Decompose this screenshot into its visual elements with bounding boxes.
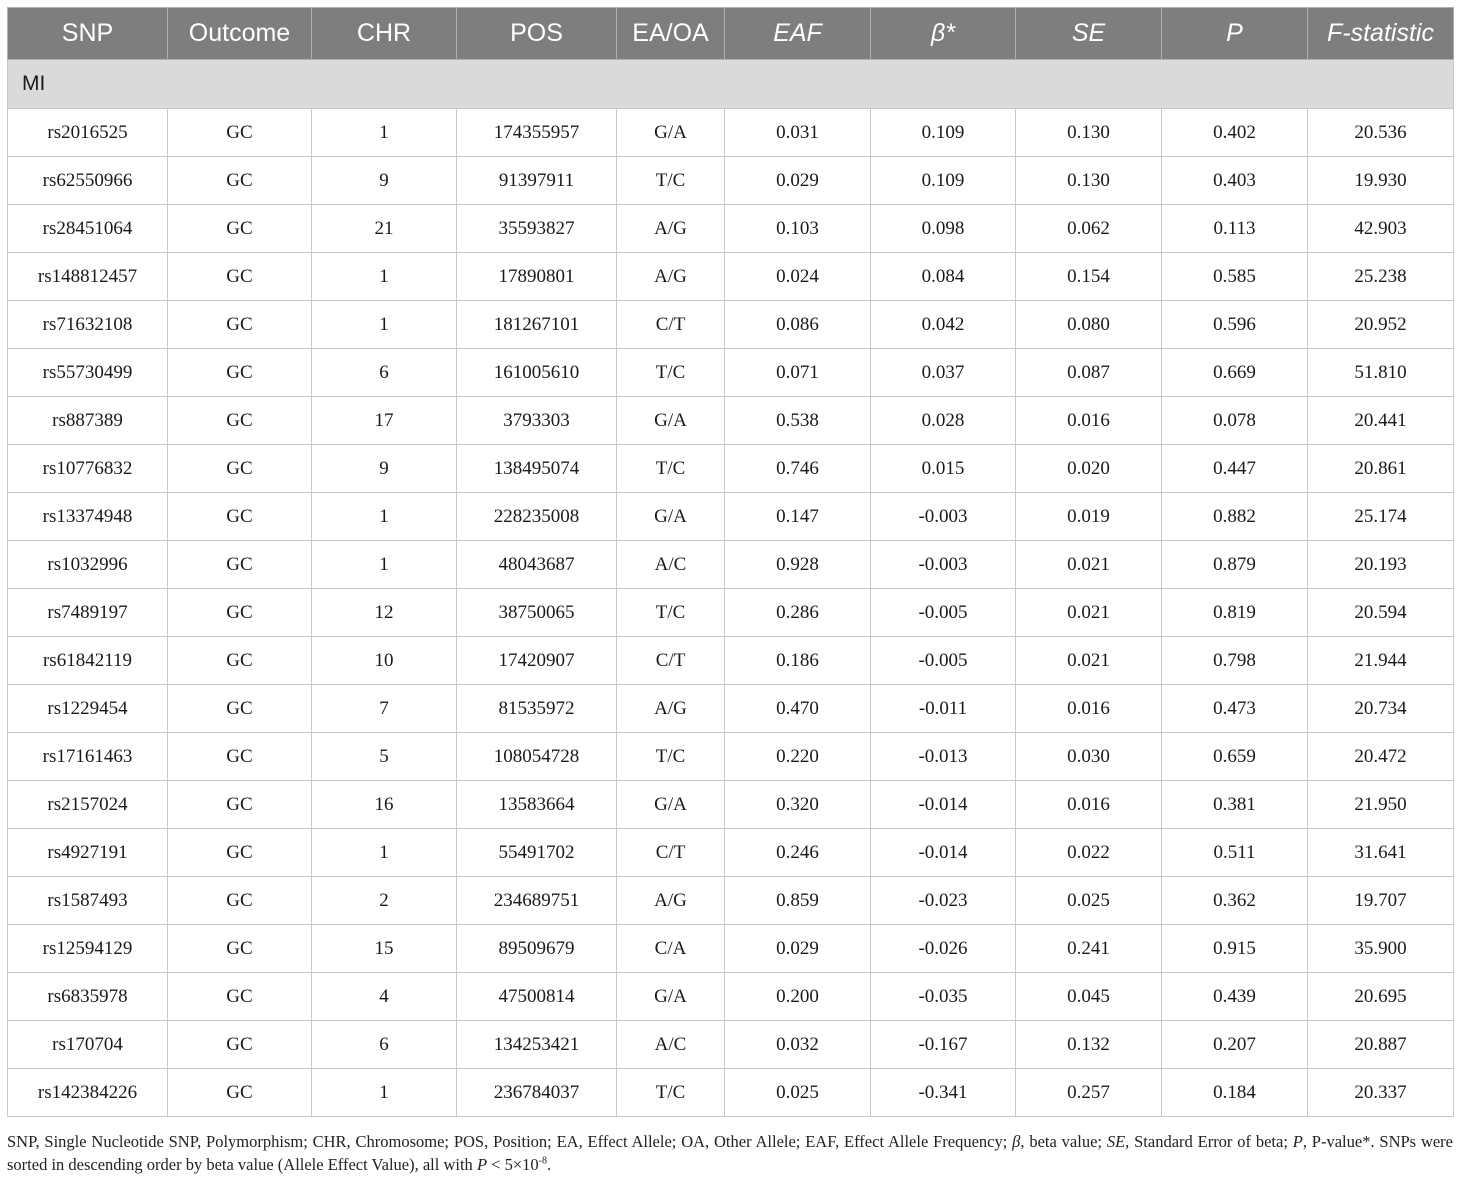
cell-pos: 35593827 — [457, 205, 617, 253]
cell-se: 0.025 — [1016, 877, 1162, 925]
cell-ea-oa: T/C — [617, 445, 725, 493]
cell-se: 0.021 — [1016, 589, 1162, 637]
cell-f-statistic: 42.903 — [1308, 205, 1454, 253]
group-label: MI — [8, 60, 1454, 109]
cell-se: 0.022 — [1016, 829, 1162, 877]
cell-outcome: GC — [168, 541, 312, 589]
cell-se: 0.257 — [1016, 1069, 1162, 1117]
cell-chr: 1 — [312, 253, 457, 301]
cell-snp: rs10776832 — [8, 445, 168, 493]
table-row — [8, 157, 1454, 205]
footnote-se-symbol: SE — [1106, 1132, 1126, 1151]
table-row — [8, 349, 1454, 397]
table-row — [8, 205, 1454, 253]
cell-se: 0.016 — [1016, 397, 1162, 445]
cell-ea-oa: C/T — [617, 637, 725, 685]
cell-beta: -0.014 — [871, 781, 1016, 829]
cell-outcome: GC — [168, 925, 312, 973]
column-header-se: SE — [1016, 8, 1162, 60]
cell-outcome: GC — [168, 205, 312, 253]
cell-p: 0.511 — [1162, 829, 1308, 877]
footnote-exponent: -8 — [538, 1155, 547, 1167]
cell-ea-oa: T/C — [617, 1069, 725, 1117]
cell-beta: 0.042 — [871, 301, 1016, 349]
table-row — [8, 733, 1454, 781]
cell-f-statistic: 20.441 — [1308, 397, 1454, 445]
cell-chr: 21 — [312, 205, 457, 253]
cell-eaf: 0.859 — [725, 877, 871, 925]
cell-ea-oa: C/T — [617, 829, 725, 877]
cell-snp: rs1229454 — [8, 685, 168, 733]
table-row — [8, 829, 1454, 877]
cell-p: 0.669 — [1162, 349, 1308, 397]
cell-chr: 4 — [312, 973, 457, 1021]
header-row — [8, 8, 1454, 60]
cell-outcome: GC — [168, 397, 312, 445]
cell-f-statistic: 19.930 — [1308, 157, 1454, 205]
cell-f-statistic: 20.695 — [1308, 973, 1454, 1021]
footnote-part2: , beta value; — [1020, 1132, 1107, 1151]
cell-beta: -0.003 — [871, 541, 1016, 589]
cell-beta: -0.026 — [871, 925, 1016, 973]
cell-p: 0.819 — [1162, 589, 1308, 637]
cell-beta: 0.098 — [871, 205, 1016, 253]
table-row — [8, 109, 1454, 157]
cell-f-statistic: 35.900 — [1308, 925, 1454, 973]
cell-pos: 181267101 — [457, 301, 617, 349]
cell-p: 0.113 — [1162, 205, 1308, 253]
cell-eaf: 0.928 — [725, 541, 871, 589]
column-header-chr: CHR — [312, 8, 457, 60]
cell-se: 0.021 — [1016, 541, 1162, 589]
cell-f-statistic: 25.174 — [1308, 493, 1454, 541]
table-row — [8, 637, 1454, 685]
cell-outcome: GC — [168, 829, 312, 877]
column-header-beta: β* — [871, 8, 1016, 60]
footnote-part5: < 5×10 — [487, 1155, 539, 1174]
cell-beta: -0.011 — [871, 685, 1016, 733]
column-header-snp: SNP — [8, 8, 168, 60]
cell-snp: rs170704 — [8, 1021, 168, 1069]
table-footnote — [7, 1130, 1453, 1176]
cell-se: 0.016 — [1016, 685, 1162, 733]
cell-ea-oa: C/T — [617, 301, 725, 349]
column-header-f-statistic: F-statistic — [1308, 8, 1454, 60]
cell-f-statistic: 25.238 — [1308, 253, 1454, 301]
cell-chr: 5 — [312, 733, 457, 781]
table-row — [8, 1021, 1454, 1069]
cell-f-statistic: 20.337 — [1308, 1069, 1454, 1117]
table-row — [8, 397, 1454, 445]
cell-beta: -0.035 — [871, 973, 1016, 1021]
cell-pos: 47500814 — [457, 973, 617, 1021]
cell-snp: rs4927191 — [8, 829, 168, 877]
column-header-outcome: Outcome — [168, 8, 312, 60]
cell-pos: 38750065 — [457, 589, 617, 637]
cell-pos: 89509679 — [457, 925, 617, 973]
cell-chr: 10 — [312, 637, 457, 685]
cell-snp: rs1587493 — [8, 877, 168, 925]
cell-eaf: 0.029 — [725, 157, 871, 205]
cell-ea-oa: T/C — [617, 349, 725, 397]
cell-chr: 9 — [312, 157, 457, 205]
snp-table — [7, 7, 1454, 1117]
cell-beta: -0.023 — [871, 877, 1016, 925]
cell-ea-oa: G/A — [617, 493, 725, 541]
cell-eaf: 0.103 — [725, 205, 871, 253]
cell-f-statistic: 20.734 — [1308, 685, 1454, 733]
footnote-p-symbol-2: P — [476, 1155, 488, 1174]
cell-chr: 6 — [312, 349, 457, 397]
cell-se: 0.241 — [1016, 925, 1162, 973]
column-header-eaf: EAF — [725, 8, 871, 60]
cell-outcome: GC — [168, 349, 312, 397]
cell-chr: 1 — [312, 301, 457, 349]
cell-outcome: GC — [168, 637, 312, 685]
cell-outcome: GC — [168, 301, 312, 349]
data-table-container — [7, 7, 1453, 1117]
cell-chr: 7 — [312, 685, 457, 733]
cell-p: 0.207 — [1162, 1021, 1308, 1069]
table-row — [8, 685, 1454, 733]
cell-p: 0.659 — [1162, 733, 1308, 781]
cell-ea-oa: A/G — [617, 205, 725, 253]
cell-chr: 12 — [312, 589, 457, 637]
table-row — [8, 589, 1454, 637]
cell-f-statistic: 31.641 — [1308, 829, 1454, 877]
cell-pos: 17890801 — [457, 253, 617, 301]
cell-beta: -0.013 — [871, 733, 1016, 781]
cell-outcome: GC — [168, 493, 312, 541]
cell-beta: -0.014 — [871, 829, 1016, 877]
cell-pos: 81535972 — [457, 685, 617, 733]
cell-pos: 174355957 — [457, 109, 617, 157]
cell-outcome: GC — [168, 589, 312, 637]
cell-outcome: GC — [168, 1069, 312, 1117]
cell-eaf: 0.286 — [725, 589, 871, 637]
cell-beta: -0.341 — [871, 1069, 1016, 1117]
cell-ea-oa: T/C — [617, 589, 725, 637]
group-row — [8, 60, 1454, 109]
footnote-part3: , Standard Error of beta; — [1125, 1132, 1293, 1151]
cell-f-statistic: 20.472 — [1308, 733, 1454, 781]
cell-outcome: GC — [168, 685, 312, 733]
cell-pos: 48043687 — [457, 541, 617, 589]
cell-eaf: 0.024 — [725, 253, 871, 301]
cell-outcome: GC — [168, 781, 312, 829]
cell-eaf: 0.032 — [725, 1021, 871, 1069]
cell-pos: 134253421 — [457, 1021, 617, 1069]
column-header-pos: POS — [457, 8, 617, 60]
cell-p: 0.882 — [1162, 493, 1308, 541]
cell-snp: rs71632108 — [8, 301, 168, 349]
cell-beta: -0.005 — [871, 637, 1016, 685]
cell-snp: rs148812457 — [8, 253, 168, 301]
cell-beta: -0.003 — [871, 493, 1016, 541]
cell-eaf: 0.147 — [725, 493, 871, 541]
cell-ea-oa: T/C — [617, 157, 725, 205]
cell-se: 0.080 — [1016, 301, 1162, 349]
cell-pos: 13583664 — [457, 781, 617, 829]
cell-se: 0.130 — [1016, 157, 1162, 205]
cell-snp: rs28451064 — [8, 205, 168, 253]
cell-chr: 6 — [312, 1021, 457, 1069]
cell-se: 0.021 — [1016, 637, 1162, 685]
cell-snp: rs62550966 — [8, 157, 168, 205]
cell-chr: 1 — [312, 493, 457, 541]
cell-eaf: 0.071 — [725, 349, 871, 397]
table-row — [8, 781, 1454, 829]
cell-se: 0.020 — [1016, 445, 1162, 493]
cell-ea-oa: A/G — [617, 877, 725, 925]
cell-beta: -0.167 — [871, 1021, 1016, 1069]
cell-pos: 228235008 — [457, 493, 617, 541]
cell-f-statistic: 20.536 — [1308, 109, 1454, 157]
cell-f-statistic: 20.861 — [1308, 445, 1454, 493]
cell-f-statistic: 20.193 — [1308, 541, 1454, 589]
cell-snp: rs7489197 — [8, 589, 168, 637]
cell-pos: 108054728 — [457, 733, 617, 781]
cell-p: 0.473 — [1162, 685, 1308, 733]
cell-snp: rs2157024 — [8, 781, 168, 829]
table-row — [8, 493, 1454, 541]
cell-ea-oa: A/G — [617, 685, 725, 733]
cell-ea-oa: G/A — [617, 781, 725, 829]
cell-f-statistic: 20.887 — [1308, 1021, 1454, 1069]
cell-eaf: 0.538 — [725, 397, 871, 445]
footnote-part6: . — [547, 1155, 552, 1174]
cell-ea-oa: G/A — [617, 397, 725, 445]
cell-se: 0.016 — [1016, 781, 1162, 829]
cell-se: 0.130 — [1016, 109, 1162, 157]
column-header-p: P — [1162, 8, 1308, 60]
cell-outcome: GC — [168, 733, 312, 781]
cell-outcome: GC — [168, 877, 312, 925]
table-row — [8, 253, 1454, 301]
cell-ea-oa: G/A — [617, 109, 725, 157]
cell-beta: 0.109 — [871, 109, 1016, 157]
cell-beta: 0.028 — [871, 397, 1016, 445]
cell-beta: 0.084 — [871, 253, 1016, 301]
cell-f-statistic: 19.707 — [1308, 877, 1454, 925]
cell-f-statistic: 20.594 — [1308, 589, 1454, 637]
cell-p: 0.362 — [1162, 877, 1308, 925]
cell-se: 0.087 — [1016, 349, 1162, 397]
cell-se: 0.019 — [1016, 493, 1162, 541]
cell-f-statistic: 21.944 — [1308, 637, 1454, 685]
cell-eaf: 0.246 — [725, 829, 871, 877]
cell-snp: rs6835978 — [8, 973, 168, 1021]
cell-snp: rs55730499 — [8, 349, 168, 397]
cell-beta: 0.109 — [871, 157, 1016, 205]
cell-se: 0.132 — [1016, 1021, 1162, 1069]
cell-outcome: GC — [168, 109, 312, 157]
cell-eaf: 0.031 — [725, 109, 871, 157]
cell-beta: 0.015 — [871, 445, 1016, 493]
cell-outcome: GC — [168, 157, 312, 205]
cell-p: 0.798 — [1162, 637, 1308, 685]
cell-p: 0.184 — [1162, 1069, 1308, 1117]
cell-chr: 16 — [312, 781, 457, 829]
cell-eaf: 0.320 — [725, 781, 871, 829]
cell-p: 0.447 — [1162, 445, 1308, 493]
footnote-beta-symbol: β — [1012, 1132, 1021, 1151]
cell-pos: 236784037 — [457, 1069, 617, 1117]
cell-eaf: 0.186 — [725, 637, 871, 685]
cell-chr: 15 — [312, 925, 457, 973]
cell-snp: rs12594129 — [8, 925, 168, 973]
cell-snp: rs13374948 — [8, 493, 168, 541]
cell-p: 0.879 — [1162, 541, 1308, 589]
cell-se: 0.030 — [1016, 733, 1162, 781]
cell-pos: 17420907 — [457, 637, 617, 685]
cell-pos: 91397911 — [457, 157, 617, 205]
cell-chr: 2 — [312, 877, 457, 925]
cell-p: 0.381 — [1162, 781, 1308, 829]
cell-chr: 1 — [312, 1069, 457, 1117]
footnote-part1: SNP, Single Nucleotide SNP, Polymorphism; CHR, Chromosome; POS, Position; EA, Effect Allele; OA, Other Allele; EAF, Effect Allele Frequency; — [7, 1132, 1013, 1151]
cell-snp: rs1032996 — [8, 541, 168, 589]
column-header-ea-oa: EA/OA — [617, 8, 725, 60]
cell-chr: 17 — [312, 397, 457, 445]
cell-f-statistic: 51.810 — [1308, 349, 1454, 397]
cell-eaf: 0.220 — [725, 733, 871, 781]
cell-snp: rs61842119 — [8, 637, 168, 685]
cell-f-statistic: 20.952 — [1308, 301, 1454, 349]
cell-snp: rs887389 — [8, 397, 168, 445]
table-row — [8, 1069, 1454, 1117]
cell-p: 0.439 — [1162, 973, 1308, 1021]
cell-snp: rs17161463 — [8, 733, 168, 781]
cell-p: 0.585 — [1162, 253, 1308, 301]
cell-eaf: 0.086 — [725, 301, 871, 349]
cell-pos: 55491702 — [457, 829, 617, 877]
cell-chr: 1 — [312, 109, 457, 157]
cell-eaf: 0.470 — [725, 685, 871, 733]
cell-se: 0.154 — [1016, 253, 1162, 301]
cell-f-statistic: 21.950 — [1308, 781, 1454, 829]
cell-eaf: 0.025 — [725, 1069, 871, 1117]
table-row — [8, 445, 1454, 493]
cell-p: 0.596 — [1162, 301, 1308, 349]
table-row — [8, 301, 1454, 349]
cell-outcome: GC — [168, 253, 312, 301]
cell-outcome: GC — [168, 1021, 312, 1069]
cell-pos: 138495074 — [457, 445, 617, 493]
cell-ea-oa: C/A — [617, 925, 725, 973]
cell-ea-oa: A/C — [617, 541, 725, 589]
cell-chr: 1 — [312, 541, 457, 589]
cell-eaf: 0.746 — [725, 445, 871, 493]
cell-pos: 3793303 — [457, 397, 617, 445]
footnote-part4: , P-value*. SNPs were sorted in descending order by beta value (Allele Effect Value), all with — [7, 1132, 1453, 1174]
cell-p: 0.915 — [1162, 925, 1308, 973]
cell-ea-oa: G/A — [617, 973, 725, 1021]
cell-ea-oa: A/G — [617, 253, 725, 301]
table-row — [8, 973, 1454, 1021]
cell-chr: 9 — [312, 445, 457, 493]
cell-pos: 234689751 — [457, 877, 617, 925]
cell-snp: rs2016525 — [8, 109, 168, 157]
cell-beta: 0.037 — [871, 349, 1016, 397]
table-row — [8, 541, 1454, 589]
cell-eaf: 0.200 — [725, 973, 871, 1021]
cell-ea-oa: A/C — [617, 1021, 725, 1069]
cell-p: 0.078 — [1162, 397, 1308, 445]
cell-outcome: GC — [168, 973, 312, 1021]
cell-ea-oa: T/C — [617, 733, 725, 781]
cell-outcome: GC — [168, 445, 312, 493]
cell-p: 0.403 — [1162, 157, 1308, 205]
table-row — [8, 925, 1454, 973]
cell-se: 0.062 — [1016, 205, 1162, 253]
cell-beta: -0.005 — [871, 589, 1016, 637]
cell-chr: 1 — [312, 829, 457, 877]
cell-se: 0.045 — [1016, 973, 1162, 1021]
cell-pos: 161005610 — [457, 349, 617, 397]
cell-eaf: 0.029 — [725, 925, 871, 973]
table-row — [8, 877, 1454, 925]
cell-p: 0.402 — [1162, 109, 1308, 157]
cell-snp: rs142384226 — [8, 1069, 168, 1117]
footnote-p-symbol: P — [1292, 1132, 1303, 1151]
